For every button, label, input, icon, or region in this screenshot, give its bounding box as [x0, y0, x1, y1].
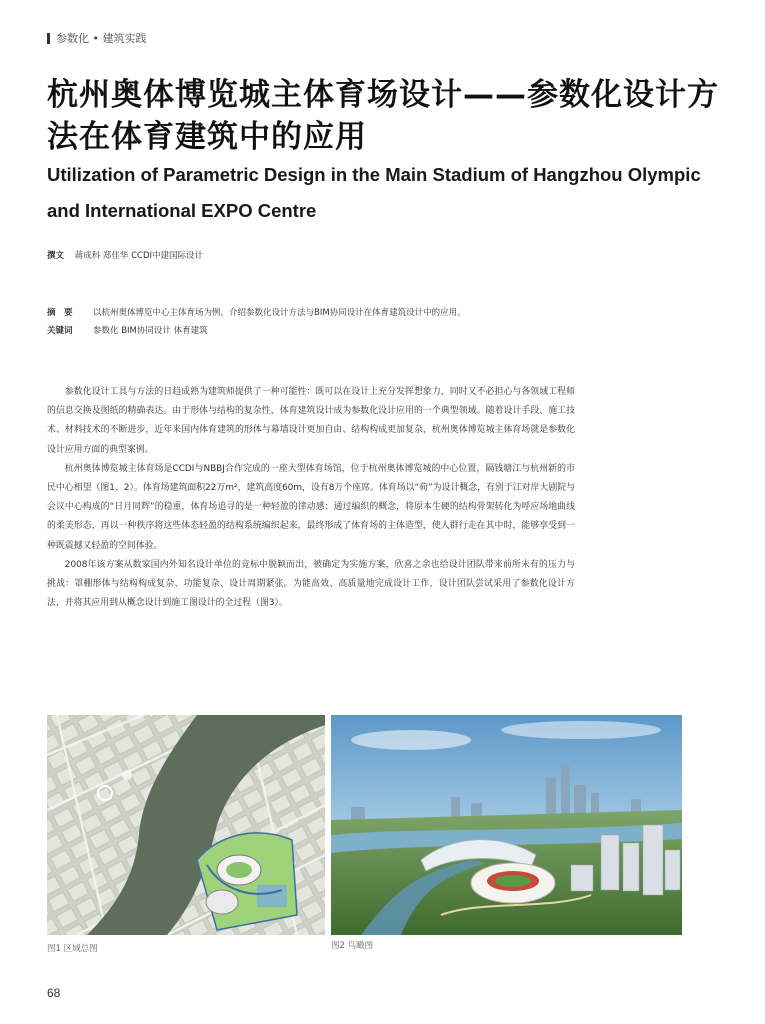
summary-row: [47, 304, 727, 322]
keywords-text: 参数化 BIM协同设计 体育建筑: [93, 326, 208, 336]
abstract-block: [47, 304, 727, 340]
figure-1-caption: 图1 区域总图: [47, 944, 98, 954]
title-english: Utilization of Parametric Design in the Main Stadium of Hangzhou Olympic and International EXPO Centre: [47, 164, 701, 221]
summary-text: 以杭州奥体博览中心主体育场为例，介绍参数化设计方法与BIM协同设计在体育建筑设计中的应用。: [93, 308, 466, 318]
summary-label: 摘 要: [47, 308, 73, 318]
body-paragraph: 2008年该方案从数家国内外知名设计单位的竞标中脱颖而出，被确定为实施方案，欣喜之余也给设计团队带来前所未有的压力与挑战：罩棚形体与结构构成复杂、功能复杂、设计周期紧张。为能高效、高质量地完成设计工作，设计团队尝试采用了参数化设计方法，并将其应用到从概念设计到施工图设计的全过程（图3）。: [47, 559, 575, 609]
authors-names: 蒋成科 郑佳华 CCDI中建国际设计: [74, 251, 204, 261]
section-tag: [47, 30, 146, 46]
body-text: [47, 383, 575, 613]
title-chinese: 杭州奥体博览城主体育场设计——参数化设计方法在体育建筑中的应用: [47, 77, 719, 155]
keywords-label: 关键词: [47, 326, 73, 336]
figure-1-site-plan: [47, 715, 325, 935]
authors-label: 撰文: [47, 251, 65, 261]
page-number: 68: [47, 986, 61, 1000]
site-plan-map: [47, 715, 325, 935]
aerial-rendering: [331, 715, 682, 935]
section-label: 参数化 • 建筑实践: [56, 32, 147, 45]
body-paragraph: 参数化设计工具与方法的日趋成熟为建筑师提供了一种可能性：既可以在设计上充分发挥想象力，同时又不必担心与各领域工程师的信息交换及图纸的精确表达。由于形体与结构的复杂性，体育建筑设计成为参数化设计应用的一个典型领域。随着设计手段、施工技术、材料技术的不断进步，近年来国内体育建筑的形体与幕墙设计更加自由、结构构成更加复杂，杭州奥体博览城主体育场就是参数化设计应用方面的典型案例。: [47, 387, 575, 455]
figure-2-aerial-view: [331, 715, 682, 935]
keywords-row: [47, 322, 727, 340]
authors-line: [47, 249, 203, 261]
body-paragraph: 杭州奥体博览城主体育场是CCDI与NBBJ合作完成的一座大型体育场馆，位于杭州奥体博览城的中心位置，隔钱塘江与杭州新的市民中心相望（图1、2）。体育场建筑面积22万m²，建筑高度60m，设有8万个座席。体育场以“荷”为设计概念，有别于江对岸大剧院与会议中心构成的“日月同辉”的稳重，体育场追寻的是一种轻盈的律动感；通过编织的概念，将原本生硬的结构骨架转化为呼应场地曲线的柔美形态，再以一种秩序将这些体态轻盈的结构系统编织起来，最终形成了体育场的主体造型，使人群行走在其中时，能够享受到一种既震撼又轻盈的空间体验。: [47, 463, 575, 551]
section-marker: [47, 33, 50, 44]
figure-2-caption: 图2 鸟瞰图: [331, 941, 374, 951]
